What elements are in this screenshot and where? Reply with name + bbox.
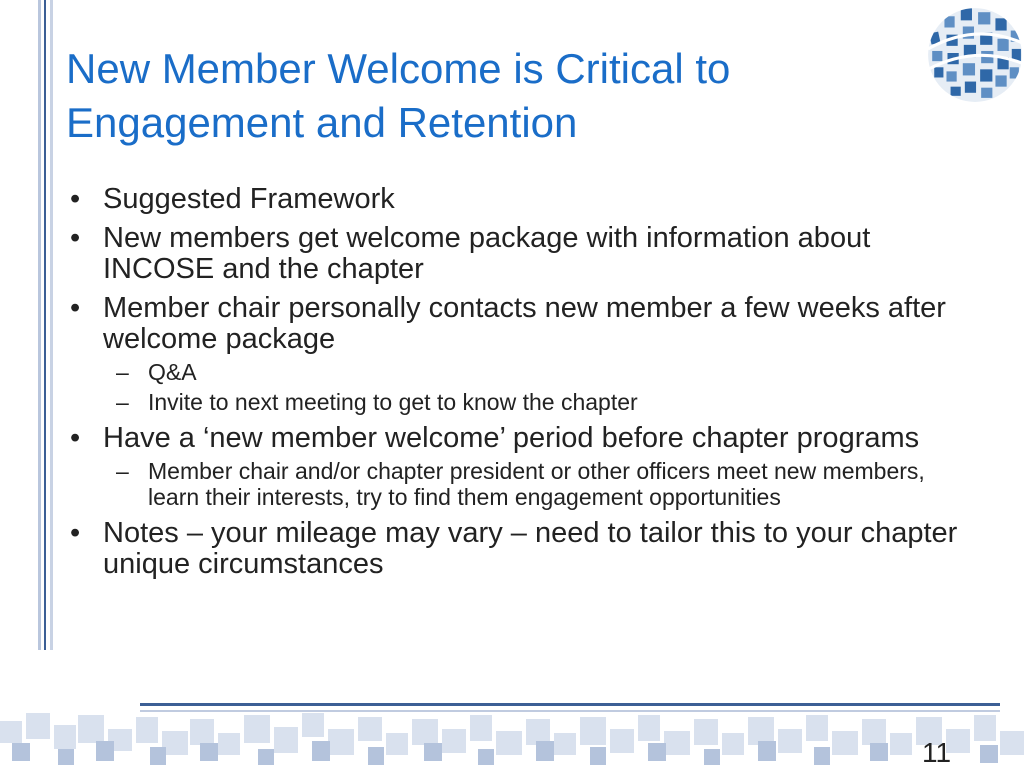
left-rule-outer bbox=[38, 0, 41, 650]
left-rule-middle bbox=[44, 0, 46, 650]
bullet-marker: • bbox=[70, 517, 81, 549]
footer-rule-dark bbox=[140, 703, 1000, 706]
bullet-item bbox=[64, 223, 964, 285]
bullet-text: Member chair personally contacts new member a few weeks after welcome package bbox=[103, 292, 946, 355]
sub-bullet-item bbox=[64, 389, 964, 415]
sub-bullet-text: Invite to next meeting to get to know the chapter bbox=[148, 389, 638, 415]
sub-bullet-text: Member chair and/or chapter president or other officers meet new members, learn their interests, try to find them engagement opportunities bbox=[148, 458, 925, 510]
bullet-text: Suggested Framework bbox=[103, 183, 395, 215]
bullet-marker: • bbox=[70, 222, 81, 254]
bullet-item bbox=[64, 184, 964, 215]
bullet-text: New members get welcome package with information about INCOSE and the chapter bbox=[103, 222, 871, 285]
bullet-text: Notes – your mileage may vary – need to tailor this to your chapter unique circumstances bbox=[103, 517, 958, 580]
footer-mosaic-decoration bbox=[0, 705, 1024, 768]
bullet-item bbox=[64, 293, 964, 355]
footer-rule-light bbox=[140, 710, 1000, 712]
sub-bullet-marker: – bbox=[116, 458, 129, 484]
sub-bullet-item bbox=[64, 359, 964, 385]
bullet-marker: • bbox=[70, 422, 81, 454]
bullet-item bbox=[64, 423, 964, 454]
bullet-list bbox=[64, 184, 964, 580]
page-number: 11 bbox=[922, 737, 952, 768]
bullet-marker: • bbox=[70, 292, 81, 324]
slide-title: New Member Welcome is Critical to Engagement and Retention bbox=[66, 45, 731, 146]
bullet-text: Have a ‘new member welcome’ period before chapter programs bbox=[103, 422, 920, 454]
left-rule-inner bbox=[50, 0, 53, 650]
bullet-item bbox=[64, 518, 964, 580]
sub-bullet-marker: – bbox=[116, 389, 129, 415]
sub-bullet-marker: – bbox=[116, 359, 129, 385]
bullet-marker: • bbox=[70, 183, 81, 215]
sub-bullet-text: Q&A bbox=[148, 359, 197, 385]
globe-logo-icon bbox=[922, 2, 1024, 104]
sub-bullet-item bbox=[64, 458, 964, 510]
